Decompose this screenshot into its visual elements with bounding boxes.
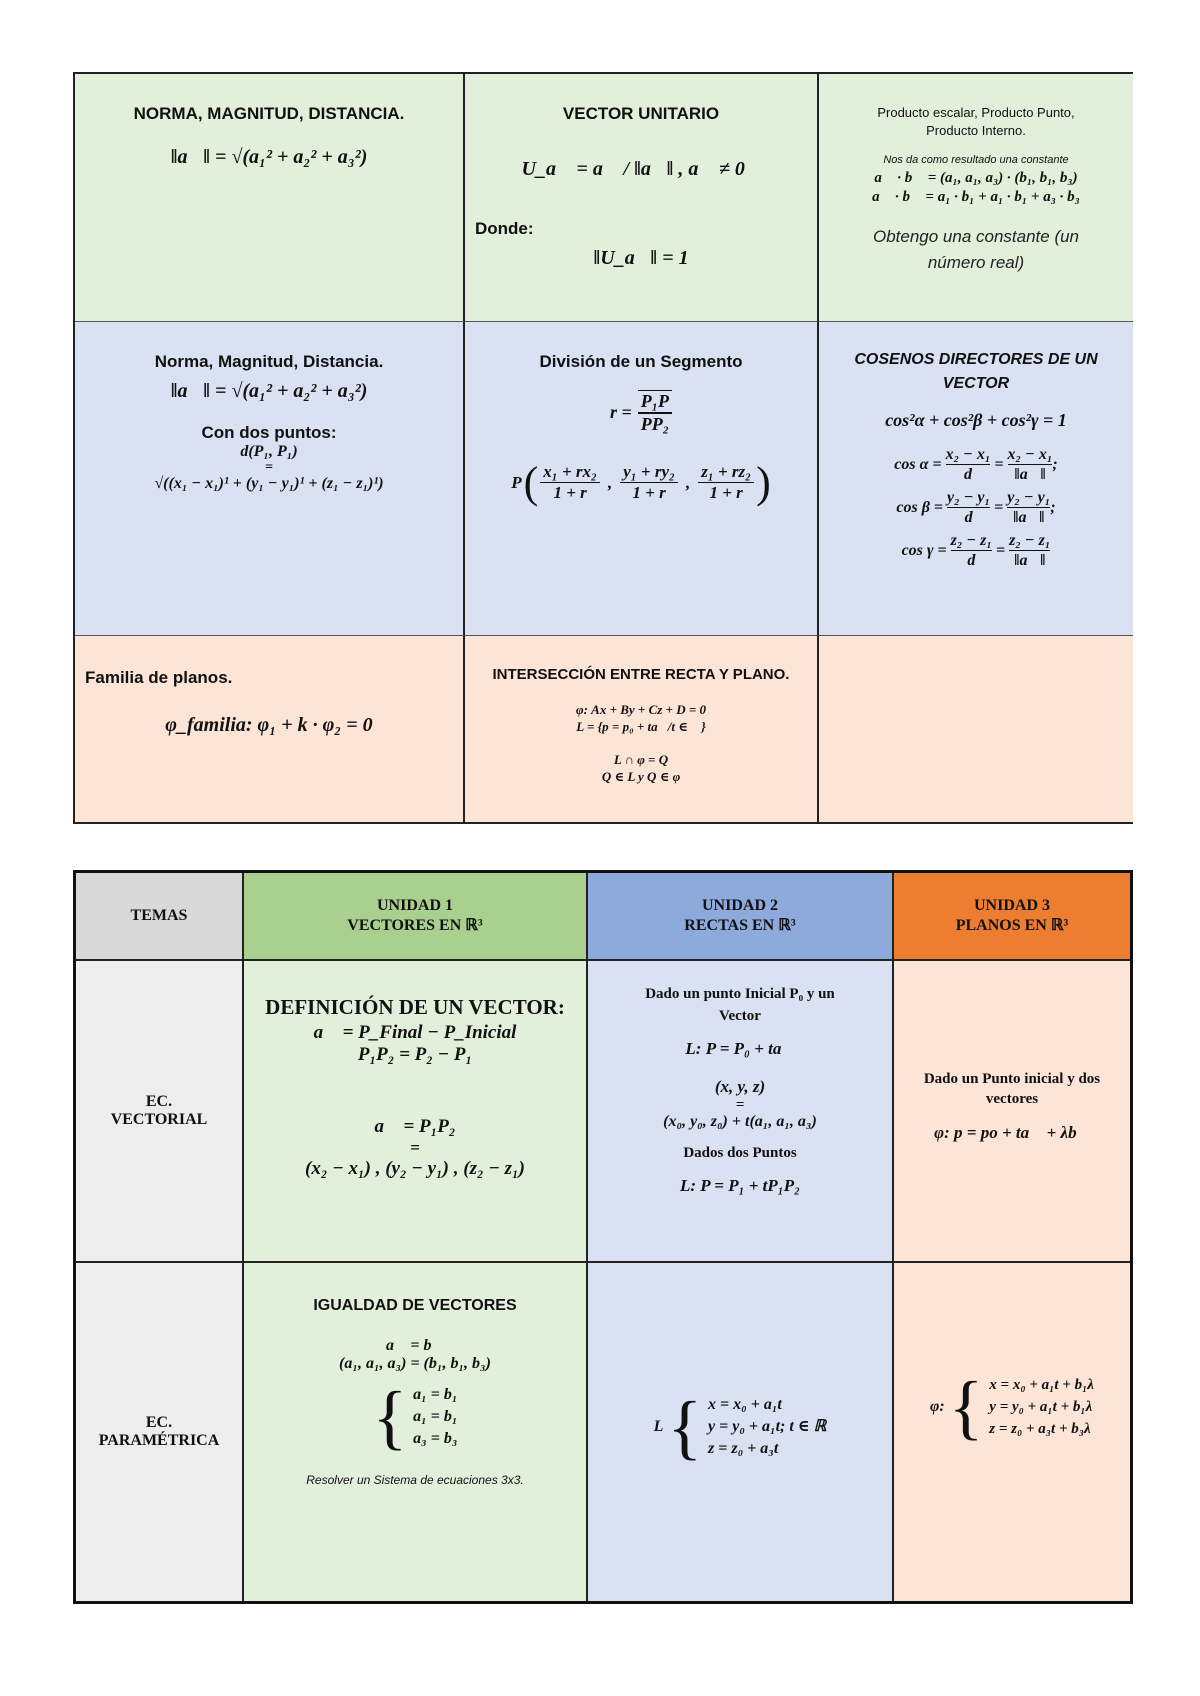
- cell-title: COSENOS DIRECTORES DE UN: [854, 351, 1098, 368]
- plane-equation: φ: Ax + By + Cz + D = 0: [575, 702, 707, 717]
- equals-sign: =: [410, 1138, 420, 1157]
- header-unidad-3: [894, 873, 1130, 961]
- vector-points-definition: P₁P₂ = P₂ − P₁: [357, 1044, 473, 1065]
- header-label: VECTORES EN ℝ³: [347, 917, 483, 934]
- row-label: EC.: [145, 1093, 173, 1110]
- fraction-denominator: 1 + r: [553, 483, 587, 502]
- norma-formula: ‖a⃗‖ = √(a₁² + a₂² + a₃²): [170, 380, 368, 402]
- intersection-statement: L ∩ φ = Q: [613, 752, 669, 767]
- cell-norma-dos-puntos: [75, 322, 465, 636]
- cosine-identity: cos²α + cos²β + cos²γ = 1: [885, 410, 1067, 430]
- brace-symbol: {: [948, 1367, 984, 1447]
- distance-label: d(P₁, P₁): [240, 443, 298, 460]
- row-label: EC.: [145, 1414, 173, 1431]
- note-text: Resolver un Sistema de ecuaciones 3x3.: [306, 1473, 524, 1487]
- row-label-parametrica: [76, 1263, 244, 1601]
- parametric-x: x = x₀ + a₁t: [708, 1396, 782, 1413]
- fraction-denominator: 1 + r: [632, 483, 666, 502]
- row-label-vectorial: [76, 961, 244, 1263]
- cell-plano-vectorial: [894, 961, 1130, 1263]
- two-points-equation: L: P = P₁ + tP₁P₂: [679, 1176, 801, 1195]
- cos-alpha-numerator: x₂ − x₁: [1007, 446, 1053, 463]
- cell-producto-escalar: [819, 74, 1133, 322]
- note-text: Nos da como resultado una constante: [883, 154, 1069, 166]
- cos-alpha-numerator: x₂ − x₁: [945, 446, 991, 463]
- fraction-z-numerator: z₁ + rz₂: [698, 462, 754, 483]
- line-label: L: [653, 1418, 664, 1435]
- dot-product-formula: a⃗ · b⃗ = (a₁, a₁, a₃) · (b₁, b₁, b₃): [874, 170, 1078, 186]
- fraction-denominator: 1 + r: [709, 483, 743, 502]
- description-text: vectores: [985, 1091, 1039, 1107]
- component-equality: (a₁, a₁, a₃) = (b₁, b₁, b₃): [339, 1355, 491, 1372]
- ratio-denominator: PP₂: [638, 413, 672, 435]
- parametric-x: x = x₀ + a₁t + b₁λ: [989, 1377, 1094, 1393]
- header-label: RECTAS EN ℝ³: [684, 917, 796, 934]
- description-text: Vector: [719, 1008, 761, 1024]
- cell-title: VECTOR: [942, 375, 1010, 392]
- cell-title: VECTOR UNITARIO: [562, 104, 720, 123]
- brace-symbol: {: [372, 1377, 408, 1457]
- cell-title: Producto Interno.: [926, 123, 1026, 138]
- parametric-y: y = y₀ + a₁t; t ∈ ℝ: [708, 1418, 827, 1435]
- cos-gamma-numerator: z₂ − z₁: [1009, 532, 1051, 549]
- denominator-norm: ‖a⃗‖: [1014, 552, 1046, 569]
- cos-gamma-numerator: z₂ − z₁: [950, 532, 992, 549]
- header-label: UNIDAD 2: [702, 897, 778, 914]
- brace-symbol: {: [667, 1387, 702, 1467]
- membership-statement: Q ∈ L y Q ∈ φ: [601, 769, 681, 784]
- conclusion-text: número real): [927, 253, 1025, 272]
- cell-title: Norma, Magnitud, Distancia.: [154, 352, 384, 371]
- parametric-z: z = z₀ + a₃t: [708, 1440, 779, 1457]
- cell-title: División de un Segmento: [539, 352, 743, 371]
- header-unidad-2: [588, 873, 894, 961]
- cell-interseccion-recta-plano: [465, 636, 819, 822]
- denominator-norm: ‖a⃗‖: [1014, 466, 1046, 483]
- formula-summary-table: [73, 72, 1133, 824]
- parametric-z: z = z₀ + a₃t + b₃λ: [989, 1421, 1091, 1437]
- ratio-label: r =: [609, 402, 632, 422]
- cell-division-segmento: División de un Segmento r = $\frac{\text{P₁P}}{\text{PP₂}}$ P ( $\frac{\text{x₁ + rx₂}}{1 + r}$ , $\frac{\text{y₁ + ry₂}}{1 + r}$ , $\frac{\text{z₁ + rz₂}}{1 + r}$ ): [465, 322, 819, 636]
- cell-title: DEFINICIÓN DE UN VECTOR:: [265, 995, 565, 1019]
- cell-title: Familia de planos.: [85, 668, 233, 687]
- header-label: UNIDAD 3: [974, 897, 1050, 914]
- vector-components: (x₂ − x₁) , (y₂ − y₁) , (z₂ − z₁): [305, 1158, 525, 1179]
- cell-title: Producto escalar, Producto Punto,: [877, 105, 1075, 120]
- subtitle: Con dos puntos:: [201, 423, 337, 442]
- cell-cosenos-directores: [819, 322, 1133, 636]
- description-text: Dado un punto Inicial P₀ y un: [645, 986, 835, 1002]
- cell-familia-planos: [75, 636, 465, 822]
- line-equation: L = {p = p₀ + ta⃗/t ∈ ℝ}: [576, 719, 706, 734]
- cos-beta-numerator: y₂ − y₁: [947, 489, 991, 506]
- denominator-d: d: [964, 509, 973, 526]
- header-label: UNIDAD 1: [377, 897, 453, 914]
- unit-norm-formula: ‖U_a⃗‖ = 1: [593, 247, 689, 269]
- conclusion-text: Obtengo una constante (un: [872, 227, 1080, 246]
- equals-sign: =: [265, 460, 273, 475]
- cell-definicion-vector: [244, 961, 588, 1263]
- plane-vector-equation: φ: p = po + ta⃗ + λb⃗: [934, 1123, 1090, 1142]
- cell-recta-parametrica: [588, 1263, 894, 1601]
- equals-sign: =: [995, 542, 1006, 559]
- cell-recta-vectorial: [588, 961, 894, 1263]
- header-label: PLANOS EN ℝ³: [955, 917, 1069, 934]
- line-vector-equation: L: P = P₀ + ta⃗: [685, 1039, 795, 1058]
- header-label: TEMAS: [130, 907, 188, 924]
- plane-label: φ:: [930, 1398, 945, 1415]
- distance-formula: √((x₁ − x₁)¹ + (y₁ − y₁)¹ + (z₁ − z₁)¹): [154, 475, 384, 492]
- denominator-d: d: [963, 466, 972, 483]
- description-text: Dado un Punto inicial y dos: [923, 1071, 1101, 1087]
- cell-empty: [819, 636, 1133, 822]
- point-label: P: [511, 472, 522, 492]
- cos-beta-numerator: y₂ − y₁: [1007, 489, 1051, 506]
- fraction-x-numerator: x₁ + rx₂: [540, 462, 600, 483]
- separator: ;: [1052, 456, 1058, 473]
- vector-definition: a⃗ = P_Final − P_Inicial: [313, 1022, 517, 1043]
- norma-formula: ‖a⃗‖ = √(a₁² + a₂² + a₃²): [170, 146, 368, 168]
- description-text: Dados dos Puntos: [683, 1145, 797, 1161]
- fraction-y-numerator: y₁ + ry₂: [620, 462, 678, 483]
- denominator-d: d: [967, 552, 976, 569]
- cell-title: INTERSECCIÓN ENTRE RECTA Y PLANO.: [492, 666, 790, 683]
- equals-sign: =: [994, 456, 1004, 473]
- equals-sign: =: [735, 1097, 745, 1113]
- separator: ;: [1050, 499, 1056, 516]
- expanded-equation: (x₀, y₀, z₀) + t(a₁, a₁, a₃): [663, 1113, 817, 1130]
- cell-norma-magnitud: [75, 74, 465, 322]
- vector-equality: a⃗ = b⃗: [385, 1337, 444, 1354]
- cos-beta-label: cos β =: [896, 499, 944, 516]
- cos-alpha-label: cos α =: [894, 456, 942, 473]
- row-label: PARAMÉTRICA: [98, 1432, 220, 1449]
- system-equation: a₃ = b₃: [413, 1430, 458, 1447]
- cell-vector-unitario: [465, 74, 819, 322]
- donde-label: Donde:: [475, 219, 534, 238]
- system-equation: a₁ = b₁: [413, 1408, 458, 1425]
- vector-as-segment: a⃗ = P₁P₂: [374, 1116, 456, 1137]
- cell-plano-parametrica: [894, 1263, 1130, 1601]
- unit-vector-formula: U_a⃗ = a⃗ / ‖a⃗‖ , a⃗ ≠ 0⃗: [521, 158, 761, 180]
- row-label: VECTORIAL: [110, 1111, 208, 1128]
- ratio-numerator: P₁P: [638, 390, 672, 413]
- parametric-y: y = y₀ + a₁t + b₁λ: [989, 1399, 1093, 1415]
- system-equation: a₁ = b₁: [413, 1386, 458, 1403]
- cell-igualdad-vectores: [244, 1263, 588, 1601]
- dot-product-expansion: a⃗ · b⃗ = a₁ · b₁ + a₁ · b₁ + a₃ · b₃: [872, 189, 1080, 205]
- units-summary-table: [73, 870, 1133, 1604]
- point-coordinates: (x, y, z): [714, 1077, 766, 1096]
- cos-gamma-label: cos γ =: [901, 542, 947, 559]
- plane-family-formula: φ_familia: φ₁ + k · φ₂ = 0: [165, 714, 373, 736]
- cell-title: IGUALDAD DE VECTORES: [313, 1297, 517, 1314]
- header-temas: [76, 873, 244, 961]
- equals-sign: =: [994, 499, 1004, 516]
- header-unidad-1: [244, 873, 588, 961]
- denominator-norm: ‖a⃗‖: [1012, 509, 1045, 526]
- cell-title: NORMA, MAGNITUD, DISTANCIA.: [133, 104, 405, 123]
